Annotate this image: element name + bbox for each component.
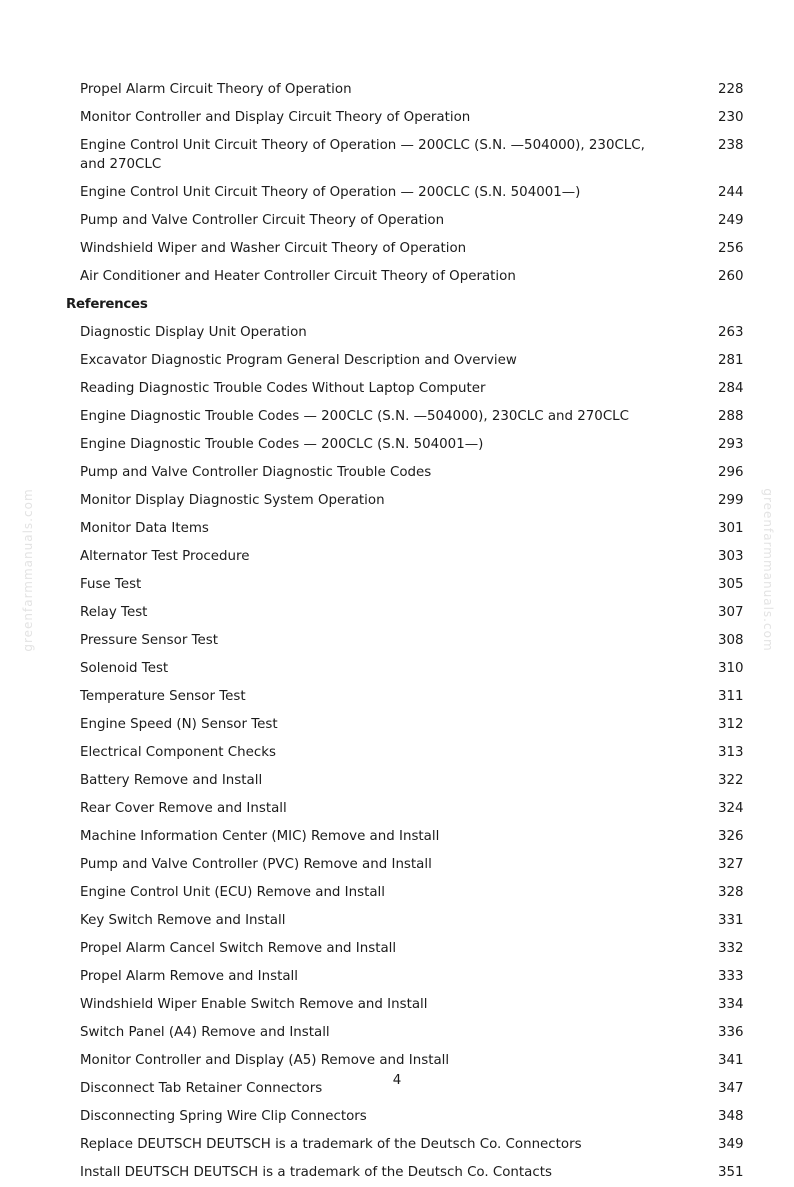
toc-entry bbox=[0, 179, 794, 207]
toc-entry bbox=[0, 132, 794, 179]
toc-entry bbox=[0, 487, 794, 515]
toc-entry-title: Windshield Wiper and Washer Circuit Theory of Operation bbox=[80, 241, 467, 256]
toc-entry-title: Monitor Display Diagnostic System Operation bbox=[80, 493, 385, 508]
toc-entry-title: Monitor Controller and Display (A5) Remove and Install bbox=[80, 1053, 450, 1068]
toc-entry-title: Temperature Sensor Test bbox=[80, 689, 246, 704]
toc-entry-title: Diagnostic Display Unit Operation bbox=[80, 325, 307, 340]
toc-entry-title: Fuse Test bbox=[80, 577, 142, 592]
toc-entry bbox=[0, 907, 794, 935]
toc-entry-page: 305 bbox=[718, 577, 744, 592]
toc-entry-title: Install DEUTSCH DEUTSCH is a trademark of the Deutsch Co. Contacts bbox=[80, 1165, 552, 1180]
toc-entry bbox=[0, 515, 794, 543]
toc-entry-page: 308 bbox=[718, 633, 744, 648]
toc-entry-page: 313 bbox=[718, 745, 744, 760]
toc-entry bbox=[0, 711, 794, 739]
toc-entry-page: 324 bbox=[718, 801, 744, 816]
toc-entry-page: 331 bbox=[718, 913, 744, 928]
toc-entry-title: Engine Speed (N) Sensor Test bbox=[80, 717, 278, 732]
toc-entry-title: Pump and Valve Controller (PVC) Remove and Install bbox=[80, 857, 432, 872]
toc-entry-title: Machine Information Center (MIC) Remove and Install bbox=[80, 829, 440, 844]
toc-entry bbox=[0, 1019, 794, 1047]
toc-entry-page: 293 bbox=[718, 437, 744, 452]
toc-entry bbox=[0, 319, 794, 347]
toc-entry-title: Relay Test bbox=[80, 605, 148, 620]
toc-entry-title: Propel Alarm Remove and Install bbox=[80, 969, 298, 984]
toc-entry bbox=[0, 739, 794, 767]
toc-entry-page: 281 bbox=[718, 353, 744, 368]
toc-entry bbox=[0, 1131, 794, 1159]
toc-entry bbox=[0, 431, 794, 459]
toc-entry bbox=[0, 683, 794, 711]
toc-entry-page: 333 bbox=[718, 969, 744, 984]
toc-group-theory bbox=[0, 76, 794, 291]
toc-entry-page: 263 bbox=[718, 325, 744, 340]
toc-entry-title: Engine Control Unit Circuit Theory of Operation — 200CLC (S.N. —504000), 230CLC, and 270CLC bbox=[80, 138, 645, 172]
toc-entry bbox=[0, 543, 794, 571]
toc-entry-page: 334 bbox=[718, 997, 744, 1012]
page-number: 4 bbox=[392, 1073, 402, 1088]
toc-entry bbox=[0, 459, 794, 487]
toc-entry-page: 296 bbox=[718, 465, 744, 480]
toc-entry-title: Pressure Sensor Test bbox=[80, 633, 218, 648]
toc-entry-title: Engine Diagnostic Trouble Codes — 200CLC (S.N. 504001—) bbox=[80, 437, 484, 452]
toc-entry-page: 327 bbox=[718, 857, 744, 872]
toc-entry-title: Excavator Diagnostic Program General Description and Overview bbox=[80, 353, 517, 368]
toc-entry bbox=[0, 235, 794, 263]
toc-entry bbox=[0, 935, 794, 963]
toc-entry-page: 311 bbox=[718, 689, 744, 704]
table-of-contents bbox=[0, 76, 794, 1187]
toc-entry-page: 249 bbox=[718, 213, 744, 228]
toc-entry-title: Monitor Controller and Display Circuit Theory of Operation bbox=[80, 110, 471, 125]
toc-entry-page: 228 bbox=[718, 82, 744, 97]
toc-entry-page: 348 bbox=[718, 1109, 744, 1124]
toc-entry-page: 230 bbox=[718, 110, 744, 125]
toc-entry bbox=[0, 571, 794, 599]
toc-entry-page: 238 bbox=[718, 138, 744, 153]
watermark-right: greenfarmmanuals.com bbox=[761, 488, 775, 652]
toc-entry-title: Disconnect Tab Retainer Connectors bbox=[80, 1081, 323, 1096]
toc-entry bbox=[0, 879, 794, 907]
toc-entry-title: Electrical Component Checks bbox=[80, 745, 276, 760]
toc-entry-title: Propel Alarm Cancel Switch Remove and Install bbox=[80, 941, 397, 956]
toc-entry-page: 301 bbox=[718, 521, 744, 536]
toc-entry-page: 349 bbox=[718, 1137, 744, 1152]
toc-entry-page: 351 bbox=[718, 1165, 744, 1180]
toc-entry-title: Air Conditioner and Heater Controller Circuit Theory of Operation bbox=[80, 269, 516, 284]
toc-entry-page: 332 bbox=[718, 941, 744, 956]
toc-entry-title: Engine Diagnostic Trouble Codes — 200CLC (S.N. —504000), 230CLC and 270CLC bbox=[80, 409, 629, 424]
toc-entry bbox=[0, 599, 794, 627]
toc-entry-page: 303 bbox=[718, 549, 744, 564]
toc-entry bbox=[0, 1103, 794, 1131]
toc-group-references bbox=[0, 319, 794, 1187]
toc-entry-title: Engine Control Unit Circuit Theory of Operation — 200CLC (S.N. 504001—) bbox=[80, 185, 581, 200]
toc-entry-page: 347 bbox=[718, 1081, 744, 1096]
toc-entry-page: 284 bbox=[718, 381, 744, 396]
toc-entry bbox=[0, 1159, 794, 1187]
toc-entry bbox=[0, 795, 794, 823]
toc-entry bbox=[0, 375, 794, 403]
toc-entry bbox=[0, 263, 794, 291]
toc-entry bbox=[0, 627, 794, 655]
toc-entry-title: Reading Diagnostic Trouble Codes Without Laptop Computer bbox=[80, 381, 486, 396]
toc-entry-title: Windshield Wiper Enable Switch Remove and Install bbox=[80, 997, 428, 1012]
toc-entry-page: 328 bbox=[718, 885, 744, 900]
toc-entry-page: 256 bbox=[718, 241, 744, 256]
toc-entry bbox=[0, 403, 794, 431]
toc-entry-title: Engine Control Unit (ECU) Remove and Install bbox=[80, 885, 385, 900]
toc-entry-page: 244 bbox=[718, 185, 744, 200]
toc-entry-title: Monitor Data Items bbox=[80, 521, 209, 536]
watermark-left: greenfarmmanuals.com bbox=[21, 488, 35, 652]
toc-entry-title: Solenoid Test bbox=[80, 661, 169, 676]
toc-entry bbox=[0, 851, 794, 879]
toc-entry-title: Alternator Test Procedure bbox=[80, 549, 250, 564]
toc-entry-page: 310 bbox=[718, 661, 744, 676]
toc-entry-title: Switch Panel (A4) Remove and Install bbox=[80, 1025, 330, 1040]
toc-entry-page: 341 bbox=[718, 1053, 744, 1068]
toc-entry bbox=[0, 76, 794, 104]
toc-entry-title: Propel Alarm Circuit Theory of Operation bbox=[80, 82, 352, 97]
toc-entry-page: 288 bbox=[718, 409, 744, 424]
toc-entry-page: 260 bbox=[718, 269, 744, 284]
toc-entry-title: Battery Remove and Install bbox=[80, 773, 263, 788]
toc-entry bbox=[0, 207, 794, 235]
toc-entry-title: Replace DEUTSCH DEUTSCH is a trademark of the Deutsch Co. Connectors bbox=[80, 1137, 582, 1152]
toc-entry bbox=[0, 823, 794, 851]
toc-entry-title: Pump and Valve Controller Circuit Theory of Operation bbox=[80, 213, 445, 228]
toc-entry bbox=[0, 347, 794, 375]
toc-entry-page: 326 bbox=[718, 829, 744, 844]
toc-entry-title: Pump and Valve Controller Diagnostic Trouble Codes bbox=[80, 465, 432, 480]
toc-entry-title: Key Switch Remove and Install bbox=[80, 913, 286, 928]
toc-entry-title: Disconnecting Spring Wire Clip Connectors bbox=[80, 1109, 367, 1124]
toc-entry-page: 307 bbox=[718, 605, 744, 620]
toc-entry bbox=[0, 991, 794, 1019]
toc-entry-title: Rear Cover Remove and Install bbox=[80, 801, 287, 816]
toc-entry-page: 336 bbox=[718, 1025, 744, 1040]
toc-entry-page: 299 bbox=[718, 493, 744, 508]
toc-entry bbox=[0, 655, 794, 683]
toc-entry bbox=[0, 104, 794, 132]
toc-entry bbox=[0, 1047, 794, 1075]
toc-entry bbox=[0, 963, 794, 991]
toc-entry-page: 312 bbox=[718, 717, 744, 732]
toc-entry bbox=[0, 767, 794, 795]
toc-entry-page: 322 bbox=[718, 773, 744, 788]
section-heading-references: References bbox=[66, 297, 148, 312]
